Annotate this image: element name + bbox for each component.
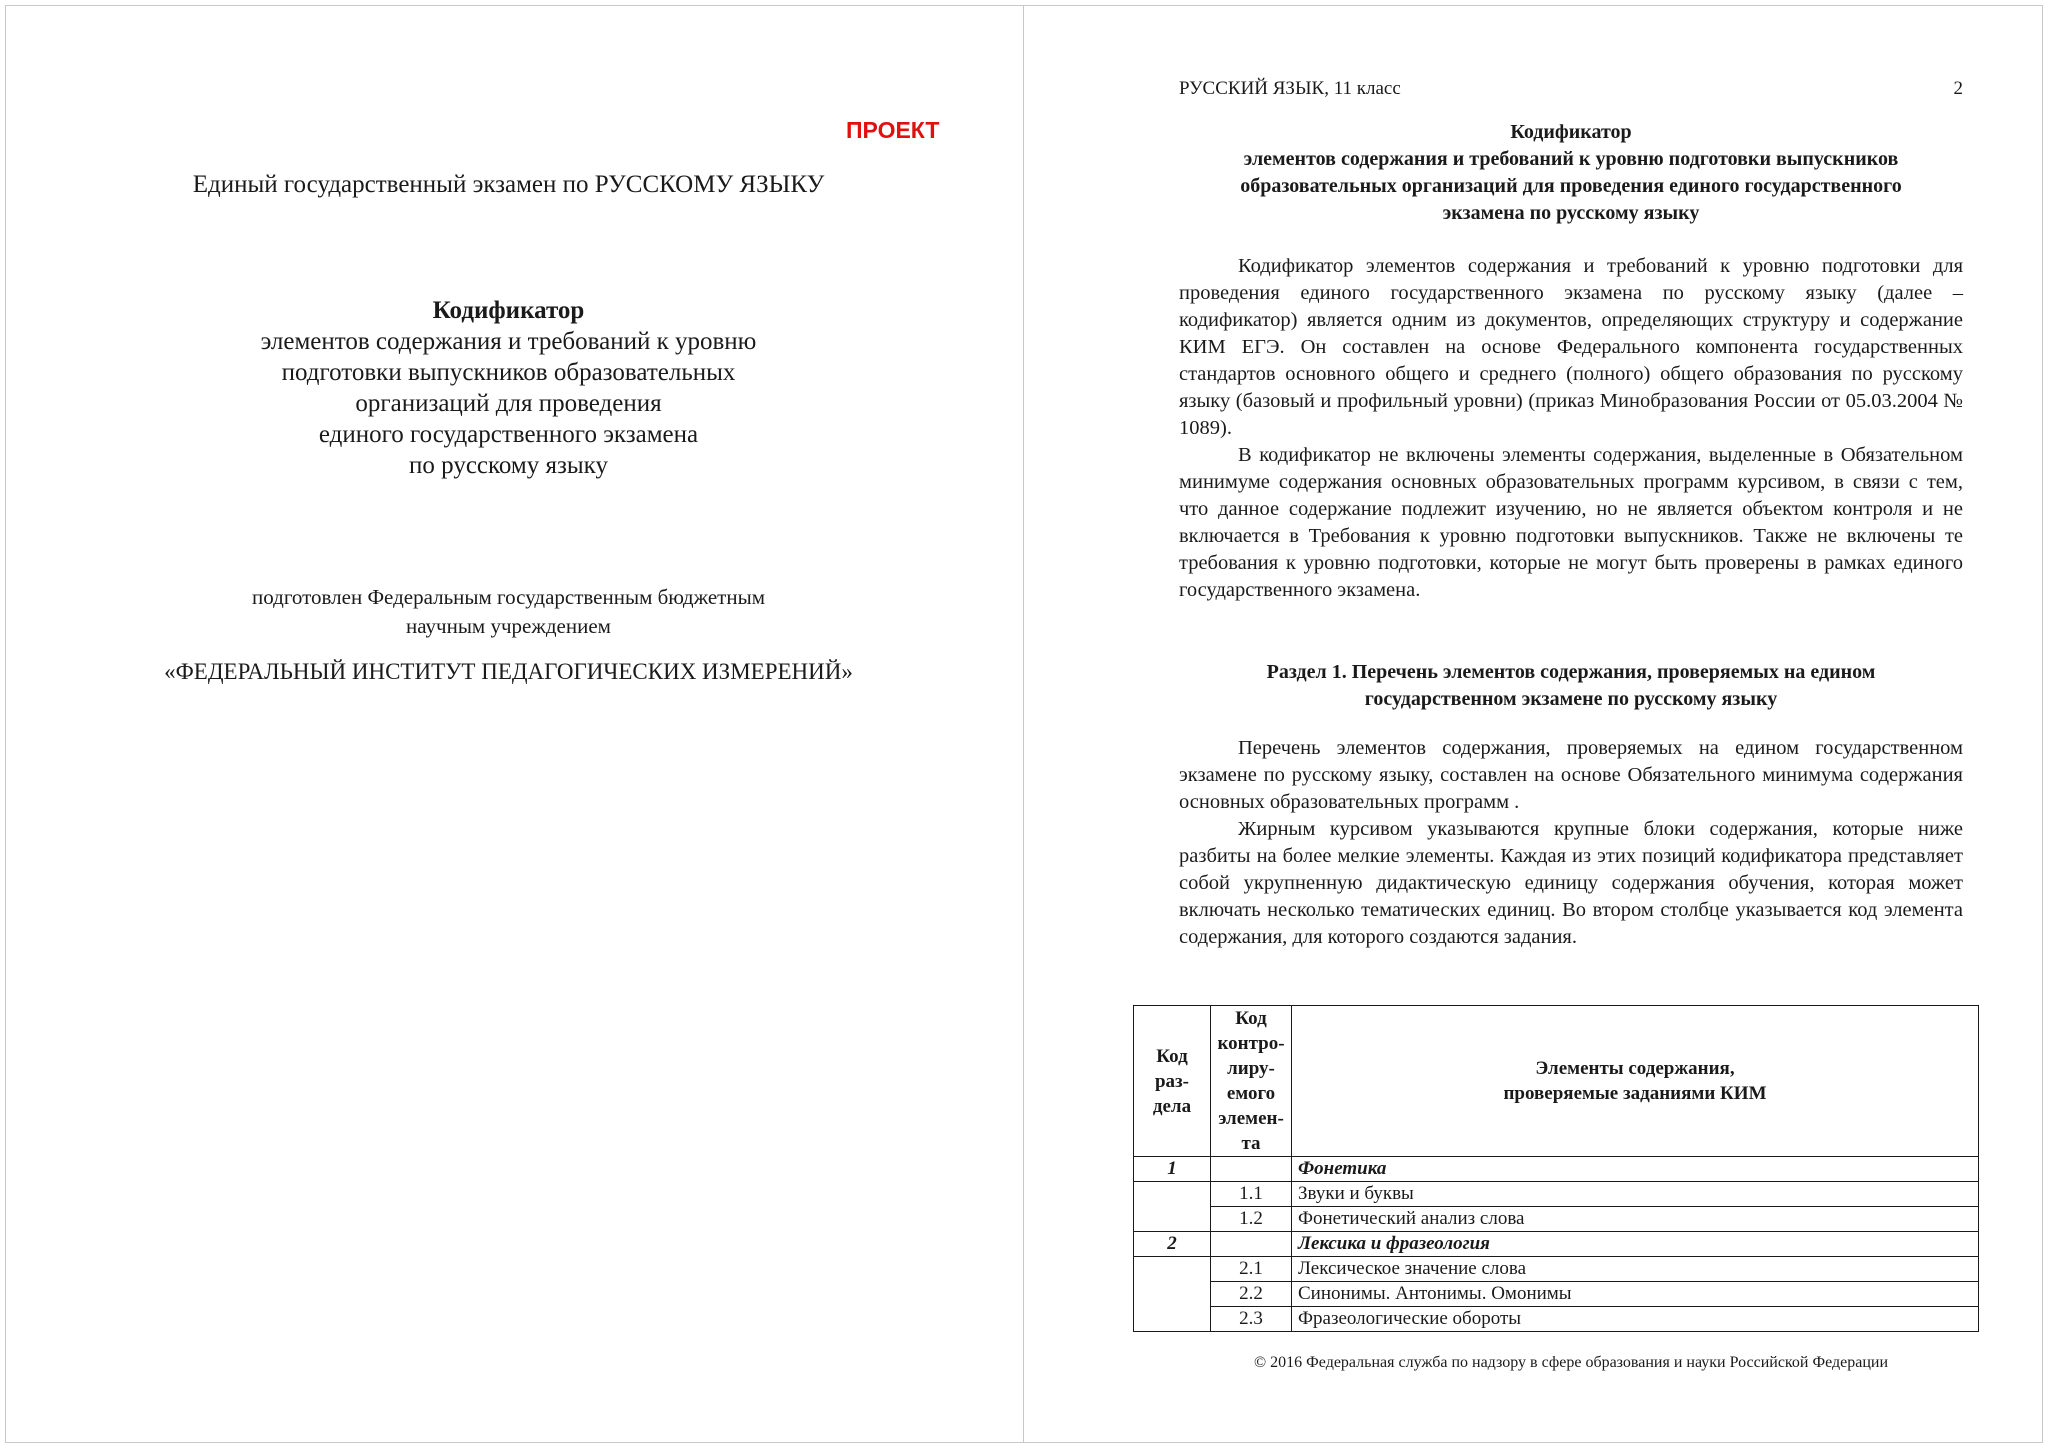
- paragraph: Кодификатор элементов содержания и требований к уровню подготовки для проведения единого государственного экзамена по русскому языку (далее – кодификатор) является одним из документов, определяющих структуру и содержание КИМ ЕГЭ. Он составлен на основе Федерального компонента государственных стандартов основного общего и среднего (полного) общего образования по русскому языку (базовый и профильный уровни) (приказ Минобразования России от 05.03.2004 № 1089).: [1179, 255, 1963, 439]
- section-text: [1179, 735, 1963, 951]
- codifier-line: элементов содержания и требований к уровню: [260, 328, 757, 355]
- section-cell: 2: [1134, 1232, 1211, 1257]
- paragraph: Перечень элементов содержания, проверяемых на едином государственном экзамене по русскому языку, составлен на основе Обязательного минимума содержания основных образовательных программ .: [1179, 737, 1963, 813]
- paragraph: Жирным курсивом указываются крупные блоки содержания, которые ниже разбиты на более мелкие элементы. Каждая из этих позиций кодификатора представляет собой укрупненную дидактическую единицу содержания обучения, которая может включать несколько тематических единиц. Во втором столбце указывается код элемента содержания, для которого создаются задания.: [1179, 818, 1963, 948]
- header-line: раз-: [1154, 1070, 1190, 1092]
- table-row: [1134, 1307, 1979, 1332]
- exam-title: Единый государственный экзамен по РУССКОМУ ЯЗЫКУ: [192, 171, 825, 198]
- code-cell: 1.2: [1211, 1207, 1292, 1232]
- content-cell: Лексическое значение слова: [1292, 1257, 1979, 1282]
- section-title: [1179, 659, 1963, 713]
- header-line: дела: [1152, 1095, 1192, 1117]
- header-line: емого: [1226, 1083, 1276, 1104]
- header-line: проверяемые заданиями КИМ: [1503, 1083, 1767, 1104]
- section-cell: [1134, 1257, 1211, 1332]
- table-row: [1134, 1282, 1979, 1307]
- header-line: Код: [1156, 1045, 1188, 1067]
- content-cell: Лексика и фразеология: [1292, 1232, 1979, 1257]
- title-line: образовательных организаций для проведения единого государственного: [1240, 175, 1902, 197]
- table-row: [1134, 1157, 1979, 1182]
- content-cell: Фразеологические обороты: [1292, 1307, 1979, 1332]
- table-row: [1134, 1257, 1979, 1282]
- title-line: элементов содержания и требований к уровню подготовки выпускников: [1243, 148, 1899, 170]
- title-line: экзамена по русскому языку: [1442, 202, 1700, 224]
- code-cell: [1211, 1232, 1292, 1257]
- title-line: Кодификатор: [1510, 121, 1632, 143]
- header-content: [1292, 1006, 1979, 1157]
- codifier-block: [0, 295, 1051, 481]
- table-header-row: [1134, 1006, 1979, 1157]
- section-title-line: Раздел 1. Перечень элементов содержания, проверяемых на едином: [1266, 661, 1876, 683]
- paragraph: В кодификатор не включены элементы содержания, выделенные в Обязательном минимуме содержания основных образовательных программ курсивом, в связи с тем, что данное содержание подлежит изучению, но не является объектом контроля и не включается в Требования к уровню подготовки выпускников. Также не включены те требования к уровню подготовки, которые не могут быть проверены в рамках единого государственного экзамена.: [1179, 444, 1963, 601]
- section-title-line: государственном экзамене по русскому языку: [1364, 688, 1778, 710]
- header-element-code: [1211, 1006, 1292, 1157]
- header-line: Элементы содержания,: [1535, 1058, 1735, 1079]
- codifier-heading: Кодификатор: [432, 297, 585, 324]
- prepared-line: научным учреждением: [406, 614, 611, 638]
- project-stamp: ПРОЕКТ: [846, 117, 940, 143]
- page-number: 2: [1953, 78, 1963, 99]
- table-row: [1134, 1232, 1979, 1257]
- codifier-line: единого государственного экзамена: [318, 421, 699, 448]
- intro-text: [1179, 253, 1963, 604]
- header-line: та: [1241, 1133, 1261, 1154]
- header-section-code: [1134, 1006, 1211, 1157]
- code-cell: 2.3: [1211, 1307, 1292, 1332]
- codifier-line: организаций для проведения: [355, 390, 662, 417]
- content-cell: Фонетика: [1292, 1157, 1979, 1182]
- section-cell: 1: [1134, 1157, 1211, 1182]
- code-cell: 1.1: [1211, 1182, 1292, 1207]
- codifier-title: [1179, 119, 1963, 227]
- running-header: [1179, 78, 1963, 100]
- institute-name: «ФЕДЕРАЛЬНЫЙ ИНСТИТУТ ПЕДАГОГИЧЕСКИХ ИЗМЕРЕНИЙ»: [164, 659, 853, 684]
- header-line: контро-: [1217, 1033, 1285, 1054]
- header-line: элемен-: [1218, 1108, 1284, 1129]
- table-row: [1134, 1207, 1979, 1232]
- cover-page: [6, 5, 1023, 1443]
- copyright-footer: © 2016 Федеральная служба по надзору в сфере образования и науки Российской Федерации: [1254, 1354, 1888, 1371]
- header-line: Код: [1235, 1008, 1267, 1029]
- prepared-line: подготовлен Федеральным государственным бюджетным: [252, 585, 765, 609]
- header-line: лиру-: [1227, 1058, 1275, 1079]
- content-elements-table: [1133, 1005, 1979, 1332]
- code-cell: [1211, 1157, 1292, 1182]
- table-row: [1134, 1182, 1979, 1207]
- section-cell: [1134, 1182, 1211, 1232]
- code-cell: 2.2: [1211, 1282, 1292, 1307]
- content-cell: Фонетический анализ слова: [1292, 1207, 1979, 1232]
- content-page: [1024, 5, 2042, 1443]
- codifier-line: по русскому языку: [409, 452, 608, 479]
- codifier-line: подготовки выпускников образовательных: [281, 359, 736, 386]
- prepared-by: [0, 583, 1051, 641]
- running-head-title: РУССКИЙ ЯЗЫК, 11 класс: [1179, 78, 1401, 99]
- content-cell: Звуки и буквы: [1292, 1182, 1979, 1207]
- content-cell: Синонимы. Антонимы. Омонимы: [1292, 1282, 1979, 1307]
- code-cell: 2.1: [1211, 1257, 1292, 1282]
